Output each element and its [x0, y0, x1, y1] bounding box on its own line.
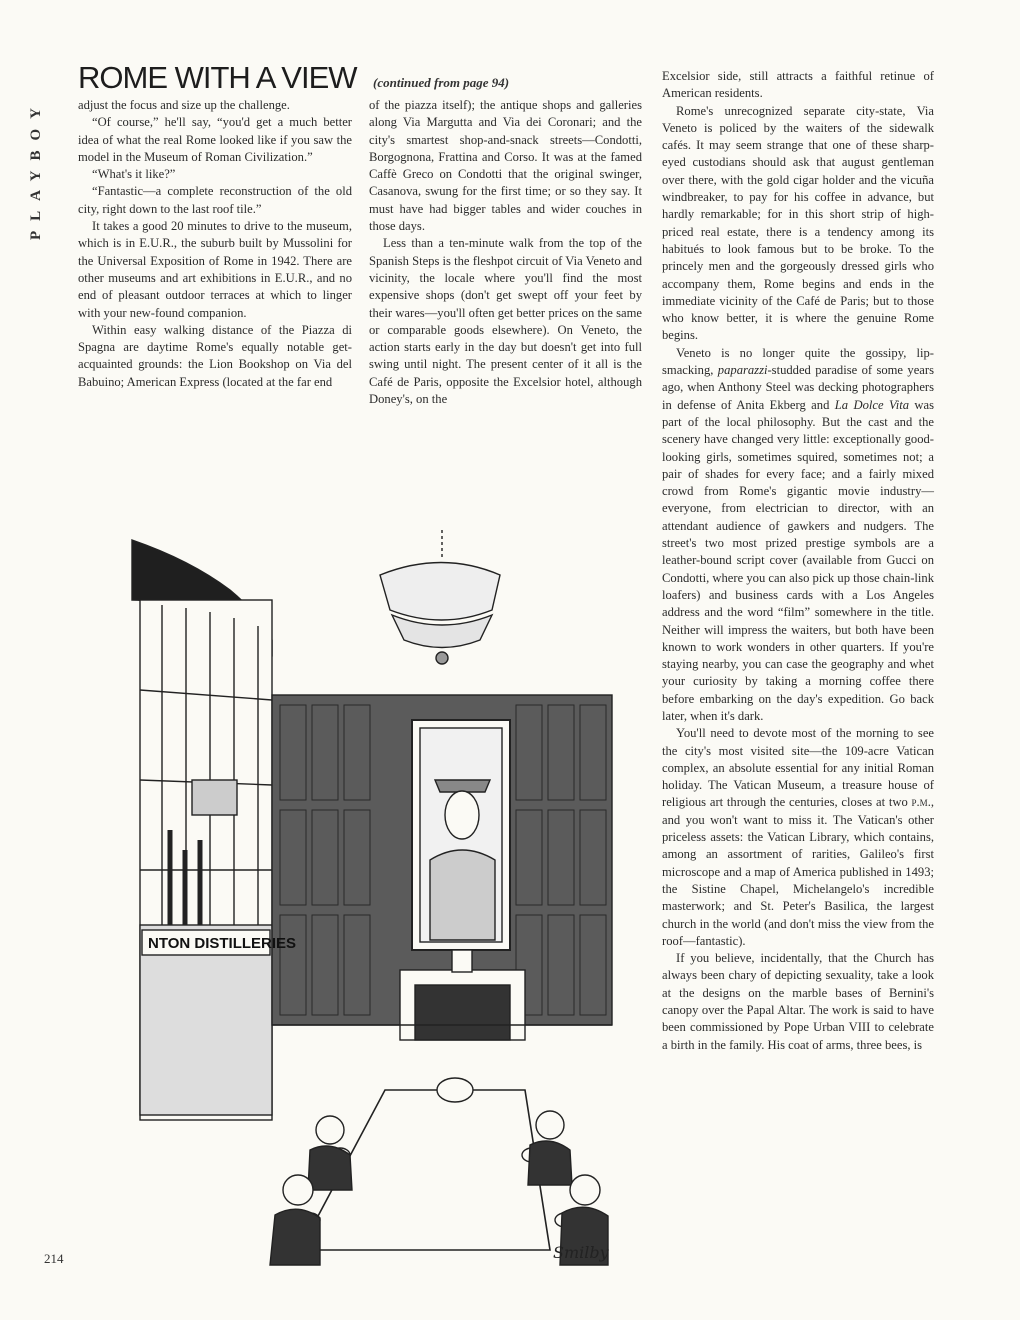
paragraph: Less than a ten-minute walk from the top of the Spanish Steps is the fleshpot circuit of Via Veneto and vicinity, the locale where you'll find the most expensive shops (don't get swept off your feet by their wares—you'll often get better prices on the same or comparable goods elsewhere). On Veneto, the action starts early in the day but doesn't get into full swing until night. The present center of it all is the Café de Paris, opposite the Excelsior hotel, although Doney's, on the	[369, 236, 642, 407]
paragraph: “What's it like?”	[92, 167, 176, 182]
article-title: ROME WITH A VIEW	[78, 60, 357, 95]
paragraph: Within easy walking distance of the Piazza di Spagna are daytime Rome's equally notable get-acquainted grounds: the Lion Bookshop on Via del Babuino; American Express (located at the far end	[78, 322, 352, 389]
text-column-2	[369, 97, 642, 408]
paragraph: If you believe, incidentally, that the Church has always been chary of depicting sexuality, take a look at the designs on the marble bases of Bernini's canopy over the Papal Altar. The work is said to have been commissioned by Pope Urban VIII to celebrate a birth in the family. His coat of arms, three bees, is	[662, 951, 934, 1052]
continued-note: (continued from page 94)	[373, 75, 510, 90]
paragraph: Veneto is no longer quite the gossipy, lip-smacking, paparazzi-studded paradise of some years ago, when Anthony Steel was decking photographers in defense of Anita Ekberg and La Dolce Vita was part of the local philosophy. But the cast and the scenery have changed very little: exceptionally good-looking girls, sometimes squired, sometimes not; a pair of shades for every face; and a fairly mixed crowd from Rome's gigantic movie industry—everyone, from electrician to director, with an attendant audience of gawkers and nudgers. The street's two most prized prestige symbols are a leather-bound script cover (available from Gucci on Condotti, where you can also pick up those chain-link loafers) and business cards with a Los Angeles address and the word “film” somewhere in the title. Neither will impress the waiters, but both have been known to work wonders in other quarters. If you're staying nearby, you can case the geography and whet your curiosity by taking a morning coffee there before embarking on the day's expedition. Go back later, when it's dark.	[662, 345, 934, 723]
paragraph: Excelsior side, still attracts a faithful retinue of American residents.	[662, 69, 934, 101]
boardroom-illustration	[130, 530, 640, 1275]
paragraph: “Fantastic—a complete reconstruction of the old city, right down to the last roof tile.”	[78, 184, 352, 216]
paragraph: It takes a good 20 minutes to drive to the museum, which is in E.U.R., the suburb built by Mussolini for the Universal Exposition of Rome in 1942. There are other museums and art exhibitions in E.U.R., and no end of pleasant outdoor terraces at which to linger with your new-found companion.	[78, 219, 352, 320]
paragraph: Rome's unrecognized separate city-state, Via Veneto is policed by the waiters of the sidewalk cafés. It may seem strange that one of these sharp-eyed custodians should ask that august gentleman over there, with the gold cigar holder and the vicuña windbreaker, to pay for his coffee in advance, but hardly remarkable; for in this short strip of high-priced real estate, there is a tendency among its habitués to look famous but to be broke. To the princely men and the gorgeously dressed girls who accompany them, Rome begins and ends in the immediate vicinity of the Café de Paris; but to those who know better, it is where the genuine Rome begins.	[662, 103, 934, 343]
paragraph: You'll need to devote most of the morning to see the city's most visited site—the 109-acre Vatican complex, an absolute essential for any initial Roman holiday. The Vatican Museum, a treasure house of religious art through the centuries, closes at two p.m., and you won't want to miss it. The Vatican's other priceless assets: the Vatican Library, which contains, among an assortment of rarities, Galileo's first microscope and a map of America published in 1493; the Sistine Chapel, Michelangelo's incredible masterwork; and St. Peter's Basilica, the largest church in the world (and don't miss the view from the roof—fantastic).	[662, 726, 934, 948]
page-number: 214	[44, 1251, 64, 1266]
text-column-1	[78, 97, 352, 391]
distillery-sign-text: NTON DISTILLERIES	[148, 935, 297, 952]
paragraph: of the piazza itself); the antique shops and galleries along Via Margutta and Via dei Coronari; and the city's smartest shop-and-snack streets—Condotti, Borgognona, Frattina and Corso. It was at the famed Caffè Greco on Condotti that the original swinger, Casanova, swung for the first time; or so they say. It must have had bigger tables and wider couches in those days.	[369, 98, 642, 234]
text-column-3	[662, 68, 934, 1054]
illustrator-signature: Smilby	[553, 1243, 609, 1262]
paragraph: “Of course,” he'll say, “you'd get a much better idea of what the real Rome looked like if you saw the model in the Museum of Roman Civilization.”	[78, 115, 352, 164]
magazine-name-vertical: PLAYBOY	[28, 98, 44, 240]
paragraph: adjust the focus and size up the challenge.	[78, 98, 290, 112]
